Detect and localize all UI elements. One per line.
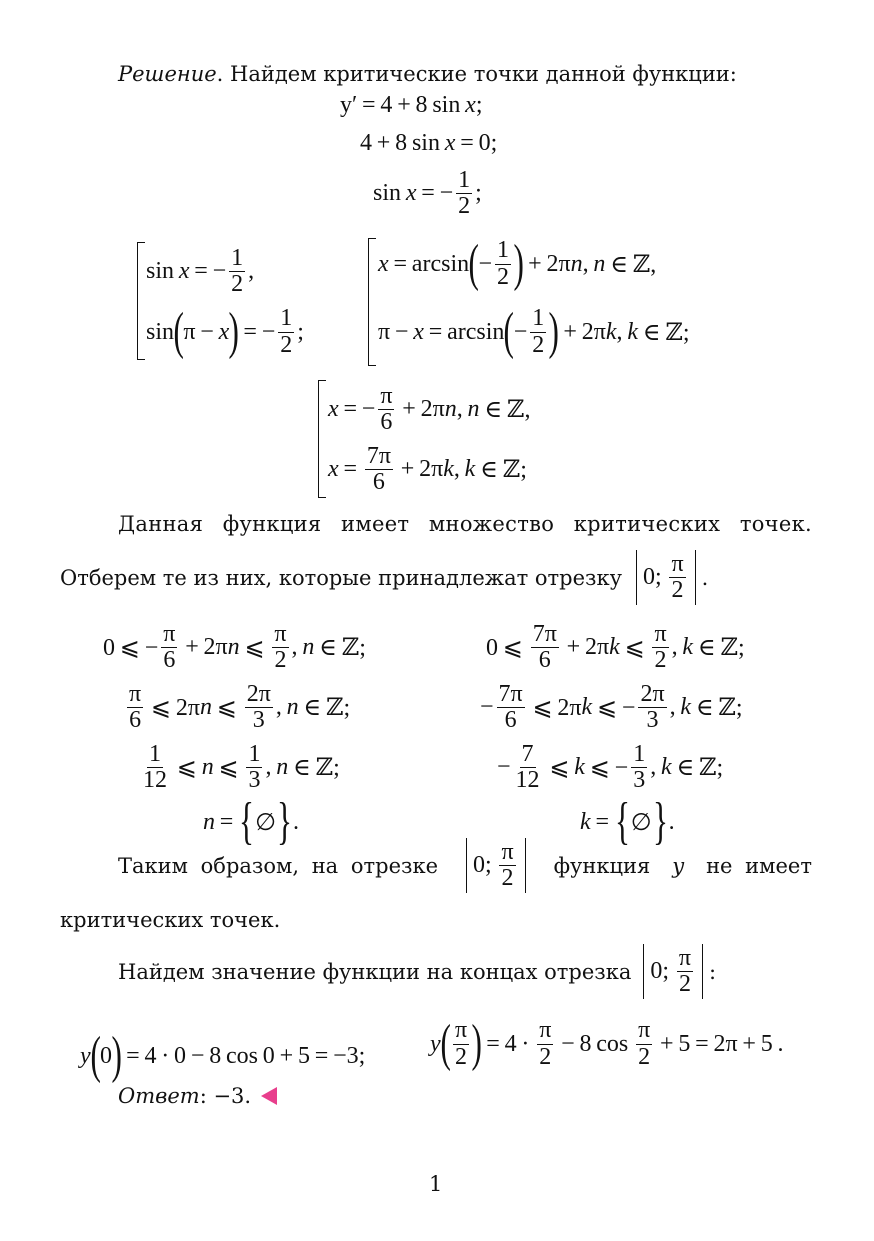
math-text: 0; xyxy=(473,852,497,879)
paragraph: Данная функция имеет множество критических точек. xyxy=(118,512,812,536)
denominator: 3 xyxy=(252,707,265,734)
math-text: ′ = 4 + 8 sin xyxy=(352,92,466,118)
numerator: 1 xyxy=(280,305,293,332)
paragraph-line xyxy=(118,838,812,893)
large-paren: ( xyxy=(503,303,515,360)
math-text: + 5 = 2π + 5 . xyxy=(655,1030,784,1057)
formula xyxy=(80,1027,366,1084)
math-text: ∈ ℤ; xyxy=(288,755,340,782)
numerator: π xyxy=(380,383,393,409)
system-bracket xyxy=(137,242,138,360)
fraction xyxy=(278,306,294,357)
punct: : xyxy=(709,959,717,984)
math-text: + 2π xyxy=(397,396,445,423)
math-text: = − xyxy=(338,396,376,423)
variable: y xyxy=(672,853,685,878)
numerator: 1 xyxy=(149,741,161,767)
math-variable: y xyxy=(80,1042,91,1069)
math-variable: x xyxy=(328,396,339,423)
math-text: , xyxy=(650,754,661,781)
math-text: ∈ ℤ, xyxy=(479,397,531,424)
denominator: 2 xyxy=(231,271,244,298)
answer-value: : −3. xyxy=(199,1084,252,1108)
math-variable: x xyxy=(465,92,476,118)
math-text: + 2π xyxy=(558,318,606,345)
math-text: ∅ xyxy=(255,809,277,836)
math-variable: n xyxy=(199,694,212,721)
fraction xyxy=(669,552,685,603)
math-text: = arcsin xyxy=(388,250,470,277)
math-variable: x xyxy=(178,258,190,285)
math-text: = xyxy=(590,808,614,835)
math-variable: n xyxy=(467,396,480,423)
math-variable: x xyxy=(218,318,230,345)
formula xyxy=(138,742,340,793)
math-text: ⩽ − xyxy=(592,695,636,722)
large-paren: ) xyxy=(548,303,560,360)
math-text: 4 + 8 sin xyxy=(360,130,445,156)
fraction xyxy=(631,742,647,793)
large-paren: ) xyxy=(228,303,240,360)
numerator: 7π xyxy=(498,681,523,707)
paragraph-line xyxy=(118,944,716,999)
large-paren: ) xyxy=(111,1027,122,1084)
formula xyxy=(497,742,723,793)
math-text: − xyxy=(478,250,492,277)
interval xyxy=(643,944,703,999)
math-variable: k xyxy=(680,694,692,721)
math-variable: k xyxy=(609,634,620,661)
fraction xyxy=(499,840,515,891)
math-variable: n xyxy=(286,694,299,721)
math-text: + 2π xyxy=(523,250,571,277)
denominator: 3 xyxy=(248,767,261,794)
numerator: π xyxy=(671,551,684,577)
numerator: π xyxy=(129,681,142,707)
math-text: ; xyxy=(475,92,483,118)
math-variable: k xyxy=(443,456,454,483)
denominator: 2 xyxy=(496,263,509,290)
math-text: = 4 · xyxy=(481,1030,535,1057)
math-variable: k xyxy=(605,318,617,345)
math-text: , xyxy=(616,318,628,345)
math-text: ⩽ − xyxy=(584,755,629,782)
numerator: 1 xyxy=(633,741,646,767)
denominator: 6 xyxy=(380,409,393,436)
formula xyxy=(486,622,745,673)
numerator: π xyxy=(638,1017,651,1044)
punct: . xyxy=(701,565,709,590)
paragraph-text: Таким образом, на отрезке xyxy=(118,853,439,878)
math-text: . xyxy=(668,808,675,835)
math-variable: n xyxy=(444,396,457,423)
math-text: ⩽ xyxy=(544,755,575,782)
math-text: ∈ ℤ; xyxy=(691,695,743,722)
math-variable: n xyxy=(203,808,215,835)
fraction xyxy=(638,682,666,733)
fraction xyxy=(537,1018,553,1069)
formula xyxy=(340,92,482,119)
large-paren: ( xyxy=(90,1027,101,1084)
numerator: π xyxy=(539,1017,552,1044)
denominator: 2 xyxy=(455,1043,468,1070)
math-text: sin xyxy=(146,258,179,285)
fraction xyxy=(246,742,262,793)
intro-line xyxy=(118,62,737,86)
formula xyxy=(328,384,530,435)
math-text: ∈ ℤ; xyxy=(693,635,745,662)
denominator: 2 xyxy=(654,647,667,674)
denominator: 2 xyxy=(532,331,545,358)
formula xyxy=(146,246,254,297)
math-text: , xyxy=(671,634,683,661)
math-variable: n xyxy=(201,754,214,781)
fraction xyxy=(141,742,169,793)
numerator: π xyxy=(654,621,667,647)
numerator: 7π xyxy=(532,621,557,647)
math-variable: k xyxy=(682,634,694,661)
math-text: ⩽ 2π xyxy=(146,695,200,722)
math-variable: x xyxy=(328,456,339,483)
denominator: 6 xyxy=(163,647,176,674)
fraction xyxy=(456,168,472,219)
math-text: ⩽ xyxy=(239,635,270,662)
denominator: 2 xyxy=(458,193,471,220)
math-text: ; xyxy=(475,180,482,207)
numerator: 1 xyxy=(458,167,471,193)
large-paren: { xyxy=(239,793,255,850)
math-text: = − xyxy=(189,258,227,285)
denominator: 6 xyxy=(504,707,517,734)
answer-label: Ответ xyxy=(118,1084,200,1108)
fraction xyxy=(514,742,542,793)
math-variable: n xyxy=(570,250,583,277)
fraction xyxy=(161,622,177,673)
math-text: 0; xyxy=(642,564,667,591)
math-text: 0 ⩽ xyxy=(486,635,528,662)
interval xyxy=(636,550,696,605)
math-variable: x xyxy=(444,130,456,156)
math-text: ∈ ℤ; xyxy=(298,695,351,722)
formula xyxy=(378,235,657,292)
math-variable: n xyxy=(227,634,240,661)
formula xyxy=(328,444,527,495)
fraction xyxy=(652,622,668,673)
math-text: , xyxy=(456,396,468,423)
math-text: , xyxy=(582,250,594,277)
math-text: , xyxy=(265,754,277,781)
math-text: ⩽ xyxy=(172,755,202,782)
math-text: sin xyxy=(373,180,406,207)
large-paren: } xyxy=(652,793,668,850)
math-text: ∈ ℤ; xyxy=(671,755,724,782)
denominator: 2 xyxy=(671,577,684,604)
denominator: 6 xyxy=(372,469,385,496)
fraction xyxy=(495,238,511,289)
math-text: − xyxy=(480,694,494,721)
math-variable: x xyxy=(405,180,417,207)
math-variable: x xyxy=(413,318,424,345)
math-text: = xyxy=(215,808,239,835)
large-paren: ) xyxy=(471,1015,482,1072)
math-variable: y xyxy=(430,1030,441,1057)
denominator: 6 xyxy=(538,647,551,674)
system-bracket xyxy=(368,238,369,366)
math-text: = 4 · 0 − 8 cos 0 + 5 = −3; xyxy=(121,1042,366,1069)
numerator: π xyxy=(274,621,287,647)
math-text: , xyxy=(248,258,255,285)
denominator: 2 xyxy=(539,1043,552,1070)
fraction xyxy=(272,622,288,673)
large-paren: ) xyxy=(513,235,524,292)
math-text: = xyxy=(338,456,362,483)
formula xyxy=(103,622,366,673)
numerator: 1 xyxy=(248,741,261,767)
large-paren: } xyxy=(277,793,293,850)
math-variable: k xyxy=(580,808,591,835)
math-text: − xyxy=(497,754,511,781)
fraction xyxy=(677,946,693,997)
math-text: = − xyxy=(238,318,276,345)
math-text: = 0; xyxy=(455,130,498,156)
numerator: π xyxy=(163,621,176,647)
fraction xyxy=(530,306,546,357)
math-text: ⩽ xyxy=(211,695,242,722)
math-text: , xyxy=(291,634,303,661)
math-text: ∈ ℤ; xyxy=(314,635,366,662)
denominator: 3 xyxy=(646,707,659,734)
math-text: , xyxy=(275,694,287,721)
math-text: ⩽ 2π xyxy=(527,695,582,722)
math-text: − 8 cos xyxy=(556,1030,634,1057)
formula xyxy=(124,682,350,733)
numerator: π xyxy=(678,945,692,971)
math-text: ∅ xyxy=(630,809,652,836)
numerator: 7 xyxy=(521,741,534,767)
math-text: 0 ⩽ − xyxy=(103,635,159,662)
denominator: 2 xyxy=(280,331,293,358)
page-number: 1 xyxy=(429,1172,443,1196)
fraction xyxy=(365,444,393,495)
solution-label: Решение xyxy=(118,62,217,86)
math-variable: k xyxy=(581,694,593,721)
fraction xyxy=(127,682,143,733)
math-variable: n xyxy=(276,754,289,781)
math-variable: n xyxy=(302,634,315,661)
numerator: 1 xyxy=(496,237,509,264)
fraction xyxy=(229,246,245,297)
fraction xyxy=(378,384,394,435)
math-variable: k xyxy=(661,754,672,781)
paragraph-text: Отберем те из них, которые принадлежат отрезку xyxy=(60,565,622,590)
denominator: 2 xyxy=(678,971,691,998)
formula xyxy=(373,168,482,219)
system-bracket xyxy=(318,380,319,498)
large-paren: ( xyxy=(173,303,184,360)
paragraph-text: не имеет xyxy=(706,853,812,878)
numerator: π xyxy=(454,1017,468,1044)
large-paren: ( xyxy=(468,235,479,292)
end-of-solution-triangle-icon xyxy=(261,1087,277,1105)
math-text: ; xyxy=(297,318,304,345)
paragraph-line xyxy=(60,550,708,605)
intro-text: . Найдем критические точки данной функции: xyxy=(216,62,737,86)
math-variable: k xyxy=(464,456,476,483)
math-variable: x xyxy=(378,250,389,277)
denominator: 2 xyxy=(274,647,287,674)
formula xyxy=(360,130,497,157)
large-paren: { xyxy=(614,793,630,850)
math-text: 0; xyxy=(650,958,674,985)
large-paren: ( xyxy=(440,1015,451,1072)
denominator: 3 xyxy=(633,767,646,794)
fraction xyxy=(453,1018,469,1069)
math-text: π − xyxy=(183,318,219,345)
numerator: 2π xyxy=(640,681,665,707)
denominator: 12 xyxy=(515,767,540,794)
math-variable: k xyxy=(574,754,585,781)
denominator: 2 xyxy=(638,1043,651,1070)
fraction xyxy=(497,682,525,733)
math-text: . xyxy=(293,808,299,835)
formula xyxy=(146,303,304,360)
denominator: 6 xyxy=(129,707,142,734)
math-text: ⩽ xyxy=(213,755,244,782)
numerator: 1 xyxy=(231,245,244,271)
math-text: = − xyxy=(416,180,454,207)
numerator: 7π xyxy=(366,443,391,469)
math-variable: n xyxy=(593,250,606,277)
formula xyxy=(378,303,690,360)
math-text: + 2π xyxy=(180,634,228,661)
math-text: ⩽ xyxy=(619,635,650,662)
math-variable: k xyxy=(627,318,638,345)
math-text: y xyxy=(340,92,352,118)
math-text: ∈ ℤ, xyxy=(605,251,657,278)
math-text: − xyxy=(513,318,528,345)
fraction xyxy=(245,682,273,733)
math-text: ∈ ℤ; xyxy=(637,319,690,346)
math-text: π − xyxy=(378,318,414,345)
math-text: , xyxy=(669,694,681,721)
answer-line xyxy=(118,1084,277,1108)
formula xyxy=(430,1015,784,1072)
numerator: 2π xyxy=(246,681,271,707)
math-text: 0 xyxy=(99,1042,112,1069)
paragraph: критических точек. xyxy=(60,908,281,932)
paragraph-text: функция xyxy=(553,853,651,878)
math-text: ∈ ℤ; xyxy=(475,457,527,484)
math-text: , xyxy=(453,456,465,483)
formula xyxy=(480,682,743,733)
math-text: + 2π xyxy=(561,634,610,661)
math-text: + 2π xyxy=(395,456,444,483)
fraction xyxy=(531,622,559,673)
interval xyxy=(466,838,526,893)
math-text: = arcsin xyxy=(423,318,505,345)
numerator: 1 xyxy=(532,305,545,332)
paragraph-text: Найдем значение функции на концах отрезка xyxy=(118,959,632,984)
math-text: sin xyxy=(146,318,175,345)
denominator: 2 xyxy=(501,865,514,892)
denominator: 12 xyxy=(143,767,167,794)
fraction xyxy=(636,1018,652,1069)
numerator: π xyxy=(501,839,514,865)
